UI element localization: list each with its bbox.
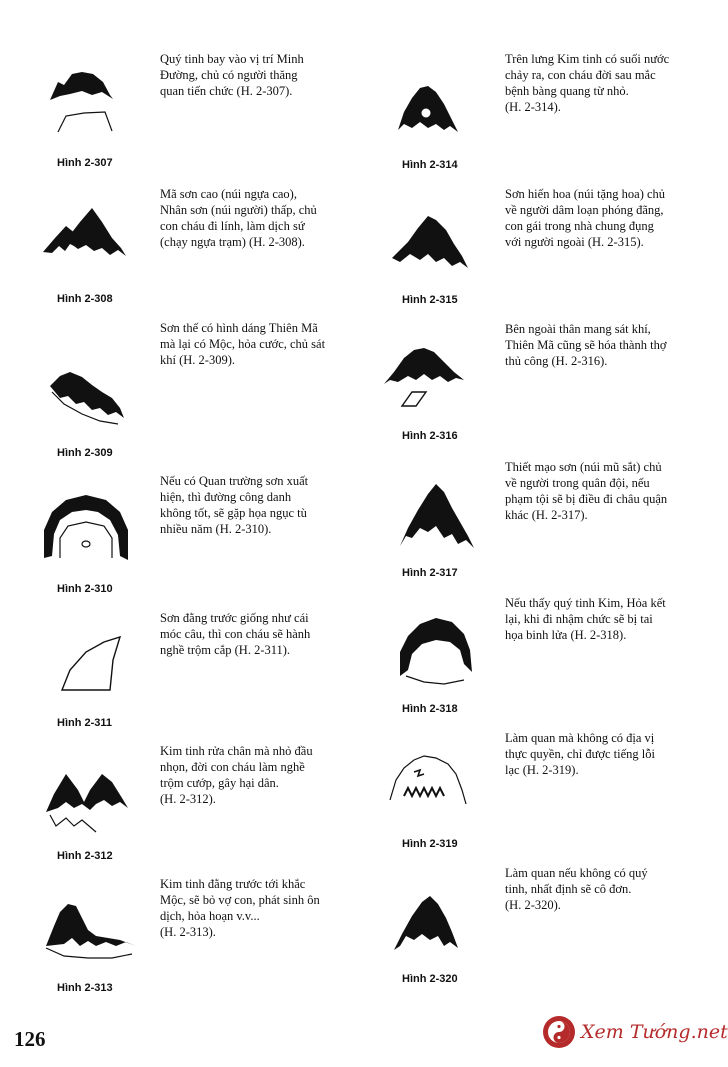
figure-caption: Hình 2-314 bbox=[402, 159, 458, 171]
figure-description: Làm quan nếu không có quý tinh, nhất định sẽ cô đơn. (H. 2-320). bbox=[505, 866, 648, 912]
figure-description: Kim tinh đằng trước tới khắc Mộc, sẽ bỏ vợ con, phát sinh ôn dịch, hỏa hoạn v.v... (H. 2-313). bbox=[160, 877, 320, 939]
figure-caption: Hình 2-313 bbox=[57, 982, 113, 994]
figure-caption: Hình 2-318 bbox=[402, 703, 458, 715]
figure-description: Bên ngoài thân mang sát khí, Thiên Mã cũng sẽ hóa thành thợ thủ công (H. 2-316). bbox=[505, 322, 667, 368]
figure-caption: Hình 2-312 bbox=[57, 850, 113, 862]
figure-caption: Hình 2-317 bbox=[402, 567, 458, 579]
figure-caption: Hình 2-316 bbox=[402, 430, 458, 442]
figure-description: Nếu thấy quý tinh Kim, Hỏa kết lại, khi đi nhậm chức sẽ bị tai họa binh lửa (H. 2-318). bbox=[505, 596, 666, 642]
figure-description: Sơn đằng trước giống như cái móc câu, thì con cháu sẽ hành nghề trộm cắp (H. 2-311). bbox=[160, 611, 311, 657]
figure-description: Sơn thế có hình dáng Thiên Mã mà lại có Mộc, hỏa cước, chủ sát khí (H. 2-309). bbox=[160, 321, 326, 367]
page-number: 126 bbox=[14, 1027, 46, 1051]
figure-description: Sơn hiến hoa (núi tặng hoa) chủ về người dâm loạn phóng đãng, con gái trong nhà chung đụng với người ngoài (H. 2-315). bbox=[505, 187, 666, 249]
yin-yang-icon bbox=[543, 1016, 575, 1048]
figure-description: Mã sơn cao (núi ngựa cao), Nhân sơn (núi người) thấp, chủ con cháu đi lính, làm dịch sứ (chạy ngựa trạm) (H. 2-308). bbox=[160, 187, 317, 249]
figure-caption: Hình 2-319 bbox=[402, 838, 458, 850]
figure-description: Làm quan mà không có địa vị thực quyền, chỉ được tiếng lỗi lạc (H. 2-319). bbox=[505, 731, 655, 777]
figure-description: Kim tinh rửa chân mà nhỏ đầu nhọn, đời con cháu làm nghề trộm cướp, gây hại dân. (H. 2-312). bbox=[160, 744, 313, 806]
figure-caption: Hình 2-308 bbox=[57, 293, 113, 305]
figure-caption: Hình 2-315 bbox=[402, 294, 458, 306]
figure-caption: Hình 2-311 bbox=[57, 717, 113, 729]
watermark-text: Xem Tướng.net bbox=[581, 1021, 728, 1043]
figure-description: Quý tinh bay vào vị trí Minh Đường, chủ có người thăng quan tiến chức (H. 2-307). bbox=[160, 52, 304, 98]
figure-description: Nếu có Quan trường sơn xuất hiện, thì đường công danh không tốt, sẽ gặp họa ngục tù nhiều năm (H. 2-310). bbox=[160, 474, 309, 536]
figure-caption: Hình 2-320 bbox=[402, 973, 458, 985]
figure-description: Trên lưng Kim tinh có suối nước chảy ra, con cháu đời sau mắc bệnh bàng quang từ nhỏ. (H. 2-314). bbox=[505, 52, 670, 114]
figure-description: Thiết mạo sơn (núi mũ sắt) chủ về người trong quân đội, nếu phạm tội sẽ bị điều đi châu quận khác (H. 2-317). bbox=[505, 460, 668, 522]
figure-caption: Hình 2-310 bbox=[57, 583, 113, 595]
watermark bbox=[543, 1012, 728, 1054]
figure-caption: Hình 2-309 bbox=[57, 447, 113, 459]
figure-caption: Hình 2-307 bbox=[57, 157, 113, 169]
